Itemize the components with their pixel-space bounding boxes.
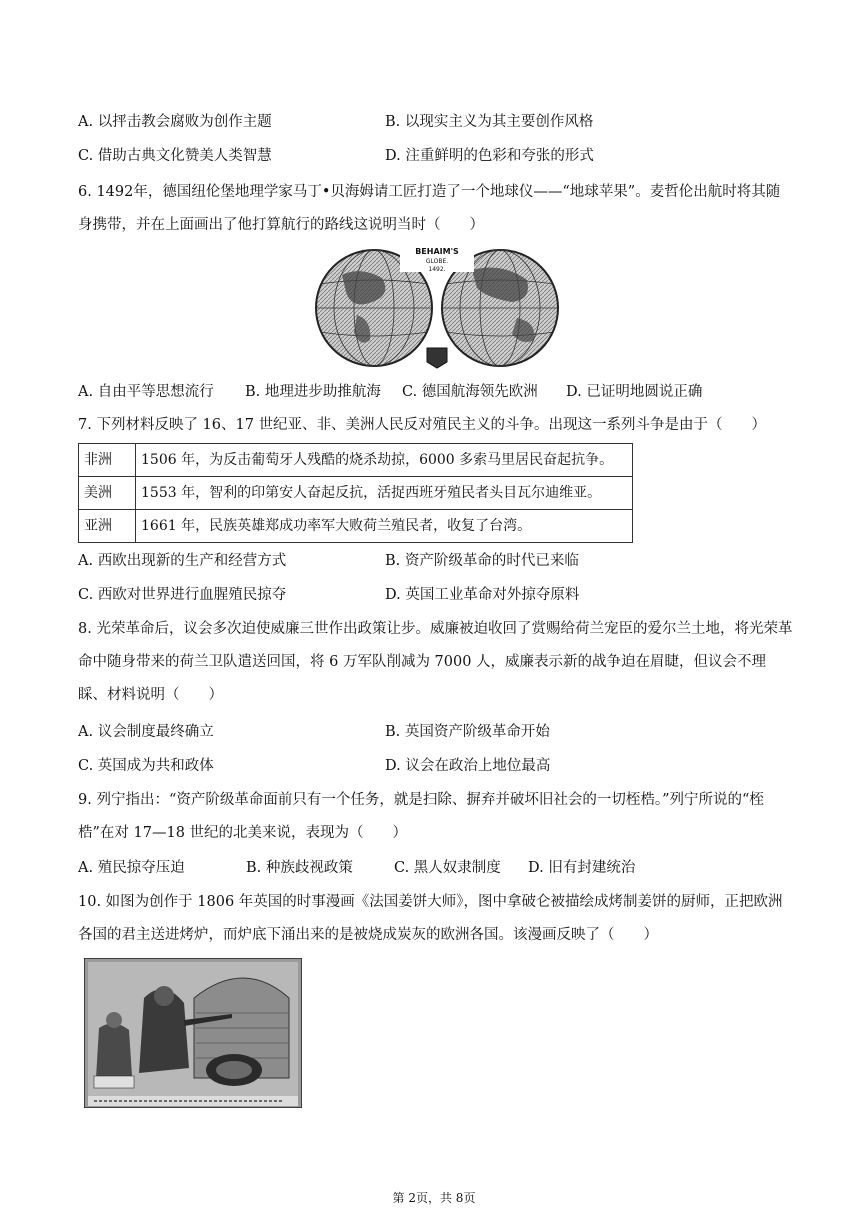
q8-option-b: B. 英国资产阶级革命开始	[385, 724, 550, 740]
q7-option-c: C. 西欧对世界进行血腥殖民掠夺	[78, 587, 287, 603]
q8-option-c: C. 英国成为共和政体	[78, 758, 214, 774]
gingerbread-cartoon-image	[84, 958, 302, 1108]
table-row	[79, 477, 633, 510]
q10-stem: 10. 如图为创作于 1806 年英国的时事漫画《法国姜饼大师》，图中拿破仑被描绘成烤制姜饼的厨师，正把欧洲各国的君主送进烤炉，而炉底下涌出来的是被烧成炭灰的欧洲各国。该漫画反映了（ ）	[78, 894, 783, 943]
q6-stem: 6. 1492年，德国纽伦堡地理学家马丁•贝海姆请工匠打造了一个地球仪——“地球苹果”。麦哲伦出航时将其随身携带，并在上面画出了他打算航行的路线这说明当时（ ）	[78, 184, 781, 233]
svg-text:1492.: 1492.	[428, 266, 446, 273]
table-row	[79, 444, 633, 477]
q9-option-b: B. 种族歧视政策	[246, 860, 353, 876]
q7-option-a: A. 西欧出现新的生产和经营方式	[78, 553, 287, 569]
event-cell: 1553 年，智利的印第安人奋起反抗，活捉西班牙殖民者头目瓦尔迪维亚。	[136, 477, 633, 510]
q9-option-a: A. 殖民掠夺压迫	[78, 860, 185, 876]
table-row	[79, 510, 633, 543]
q6-option-a: A. 自由平等思想流行	[78, 384, 214, 400]
q7-option-b: B. 资产阶级革命的时代已来临	[385, 553, 579, 569]
q6-option-b: B. 地理进步助推航海	[245, 384, 381, 400]
q7-stem: 7. 下列材料反映了 16、17 世纪亚、非、美洲人民反对殖民主义的斗争。出现这一系列斗争是由于（ ）	[78, 417, 767, 433]
q9-options	[78, 858, 635, 878]
svg-text:GLOBE.: GLOBE.	[425, 258, 449, 265]
q6-option-c: C. 德国航海领先欧洲	[402, 384, 538, 400]
event-cell: 1661 年，民族英雄郑成功率军大败荷兰殖民者，收复了台湾。	[136, 510, 633, 543]
q9-stem: 9. 列宁指出：“资产阶级革命面前只有一个任务，就是扫除、摒弃并破坏旧社会的一切桎梏。”列宁所说的“桎梏”在对 17—18 世纪的北美来说，表现为（ ）	[78, 792, 764, 841]
region-cell: 非洲	[79, 444, 136, 477]
behaim-globe-image	[312, 240, 562, 370]
q7-material-table	[78, 443, 633, 543]
event-cell: 1506 年，为反击葡萄牙人残酷的烧杀劫掠，6000 多索马里居民奋起抗争。	[136, 444, 633, 477]
region-cell: 亚洲	[79, 510, 136, 543]
q8-option-d: D. 议会在政治上地位最高	[385, 758, 551, 774]
q5-option-d: D. 注重鲜明的色彩和夸张的形式	[385, 148, 594, 164]
q6-options	[78, 382, 702, 402]
q7-option-d: D. 英国工业革命对外掠夺原料	[385, 587, 580, 603]
globe-caption: BEHAIM'S	[415, 247, 459, 256]
q9-option-c: C. 黑人奴隶制度	[394, 860, 501, 876]
q8-option-a: A. 议会制度最终确立	[78, 724, 214, 740]
q5-option-b: B. 以现实主义为其主要创作风格	[385, 114, 594, 130]
q8-stem: 8. 光荣革命后，议会多次迫使威廉三世作出政策让步。威廉被迫收回了赏赐给荷兰宠臣的爱尔兰土地，将光荣革命中随身带来的荷兰卫队遣送回国，将 6 万军队削减为 7000 人，威廉表示新的战争迫在眉睫，但议会不理睬、材料说明（ ）	[78, 621, 793, 703]
region-cell: 美洲	[79, 477, 136, 510]
page-footer: 第 2页，共 8页	[392, 1191, 476, 1205]
q9-option-d: D. 旧有封建统治	[528, 860, 636, 876]
q5-option-c: C. 借助古典文化赞美人类智慧	[78, 148, 272, 164]
q5-option-a: A. 以抨击教会腐败为创作主题	[78, 114, 272, 130]
q6-option-d: D. 已证明地圆说正确	[566, 384, 703, 400]
